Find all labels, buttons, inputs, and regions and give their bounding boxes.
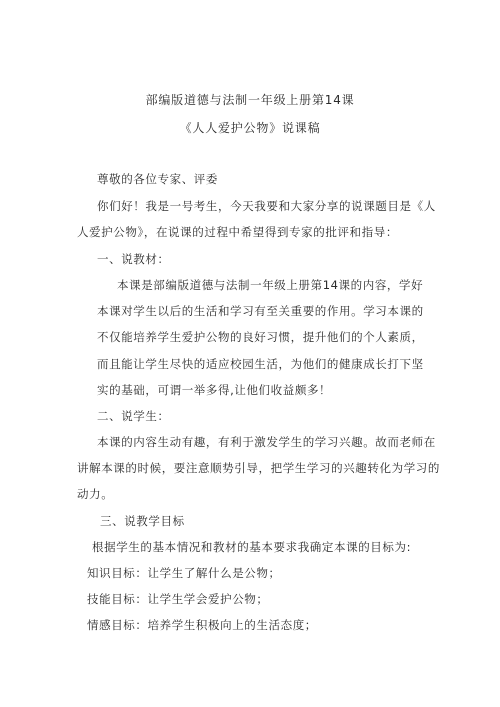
intro-line: 人爱护公物》，在说课的过程中希望得到专家的批评和指导： [77,225,398,239]
paragraph-line: 不仅能培养学生爱护公物的良好习惯，提升他们的个人素质， [97,330,424,344]
goal-line: 技能目标：让学生学会爱护公物； [87,592,269,606]
paragraph-line: 本课对学生以后的生活和学习有至关重要的作用。学习本课的 [97,304,424,318]
paragraph-line: 实的基础，可谓一举多得,让他们收益颇多！ [97,383,332,397]
intro-line: 你们好！我是一号考生，今天我要和大家分享的说课题目是《人 [97,199,436,213]
paragraph-line: 讲解本课的时候，要注意顺势引导，把学生学习的兴趣转化为学习的 [77,461,440,475]
document-title: 部编版道德与法制一年级上册第14课 [145,93,355,107]
paragraph-line: 本课是部编版道德与法制一年级上册第14课的内容，学好 [117,278,424,292]
goal-line: 知识目标：让学生了解什么是公物； [87,566,281,580]
paragraph-line: 根据学生的基本情况和教材的基本要求我确定本课的目标为: [92,540,412,554]
paragraph-line: 动力。 [77,487,114,501]
section-heading: 二、说学生： [97,409,170,423]
paragraph-line: 本课的内容生动有趣，有利于激发学生的学习兴趣。故而老师在 [97,435,436,449]
section-heading: 三、说教学目标 [100,514,185,528]
document-subtitle: 《人人爱护公物》说课稿 [179,121,321,135]
section-heading: 一、说教材： [97,252,170,266]
goal-line: 情感目标：培养学生积极向上的生活态度； [87,618,317,632]
salutation: 尊敬的各位专家、评委 [97,172,218,186]
paragraph-line: 而且能让学生尽快的适应校园生活，为他们的健康成长打下坚 [97,357,424,371]
